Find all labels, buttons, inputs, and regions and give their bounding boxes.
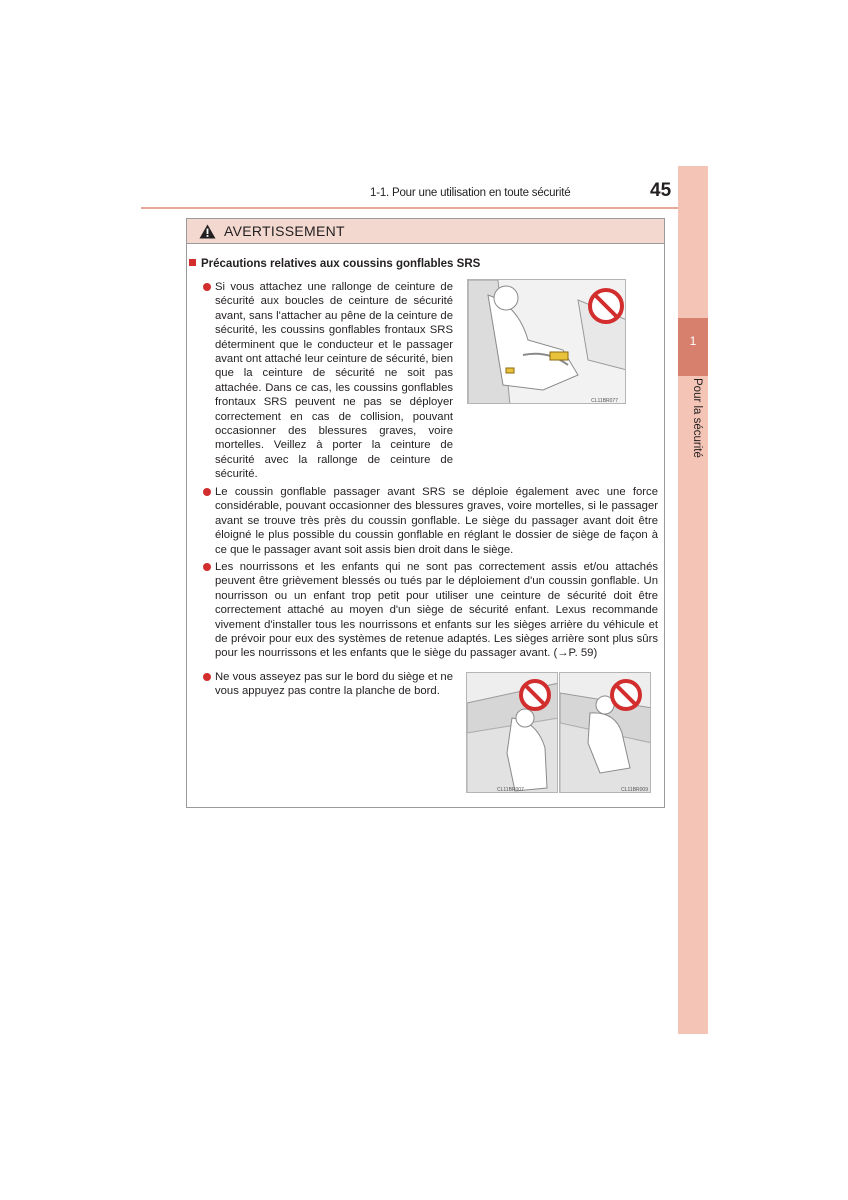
bullet-text: Ne vous asseyez pas sur le bord du siège et ne vous appuyez pas contre la planche de bord. (215, 671, 454, 698)
page-number: 45 (650, 180, 672, 201)
bullet-item (215, 280, 453, 482)
warning-box (186, 218, 665, 808)
section-title-text: Précautions relatives aux coussins gonflables SRS (201, 258, 481, 270)
sitting-on-seat-edge-illustration (559, 672, 651, 793)
warning-title: AVERTISSEMENT (224, 223, 345, 239)
bullet-dot-icon (203, 283, 211, 291)
image-code: CL11BR009 (621, 787, 648, 793)
chapter-side-tab (678, 166, 708, 1034)
bullet-dot-icon (203, 673, 211, 681)
bullet-item (215, 560, 658, 661)
warning-triangle-icon (199, 224, 216, 239)
bullet-item (215, 485, 658, 557)
chapter-label: Pour la sécurité (691, 378, 703, 458)
warning-header (187, 219, 664, 244)
bullet-dot-icon (203, 563, 211, 571)
bullet-item (215, 670, 453, 699)
leaning-on-dashboard-illustration (466, 672, 558, 793)
seatbelt-extender-illustration (467, 279, 626, 404)
header-rule (141, 207, 678, 209)
bullet-dot-icon (203, 488, 211, 496)
image-code: CL11BR077 (591, 398, 618, 404)
section-title (189, 258, 480, 270)
bullet-text: Le coussin gonflable passager avant SRS se déploie également avec une force considérable, pouvant occasionner des blessures graves, voire mortelles, si le passager avant se trouve très près du coussin gonflable. Le siège du passager avant doit être éloigné le plus possible du coussin gonflable en réglant le dossier de siège de façon à ce que le passager avant soit assis bien droit dans le siège. (215, 486, 658, 556)
bullet-text: Si vous attachez une rallonge de ceinture de sécurité aux boucles de ceinture de sécurité avant, sans l'attacher au pêne de la ceinture de sécurité, les coussins gonflables frontaux SRS déterminent que le conducteur et le passager avant ont attaché leur ceinture de sécurité, bien que la ceinture de sécurité ne soit pas attachée. Dans ce cas, les coussins gonflables frontaux SRS peuvent ne pas se déployer correctement en cas de collision, pouvant occasionner des blessures graves, voire mortelles. Veillez à porter la ceinture de sécurité avec la rallonge de ceinture de sécurité. (215, 281, 454, 481)
square-bullet-icon (189, 259, 196, 266)
header-section-title: 1-1. Pour une utilisation en toute sécurité (370, 187, 571, 199)
chapter-number: 1 (678, 318, 708, 376)
bullet-text: Les nourrissons et les enfants qui ne sont pas correctement assis et/ou attachés peuvent être grièvement blessés ou tués par le déploiement d'un coussin gonflable. Un nourrisson ou un enfant trop petit pour utiliser une ceinture de sécurité doit être correctement attaché au moyen d'un siège de sécurité enfant. Lexus recommande vivement d'installer tous les nourrissons et enfants sur les sièges arrière du véhicule et de prévoir pour eux des systèmes de retenue adaptés. Les sièges arrière sont plus sûrs pour les nourrissons et les enfants que le siège du passager avant. (→P. 59) (215, 561, 658, 660)
image-code: CL11BR007 (497, 787, 524, 793)
